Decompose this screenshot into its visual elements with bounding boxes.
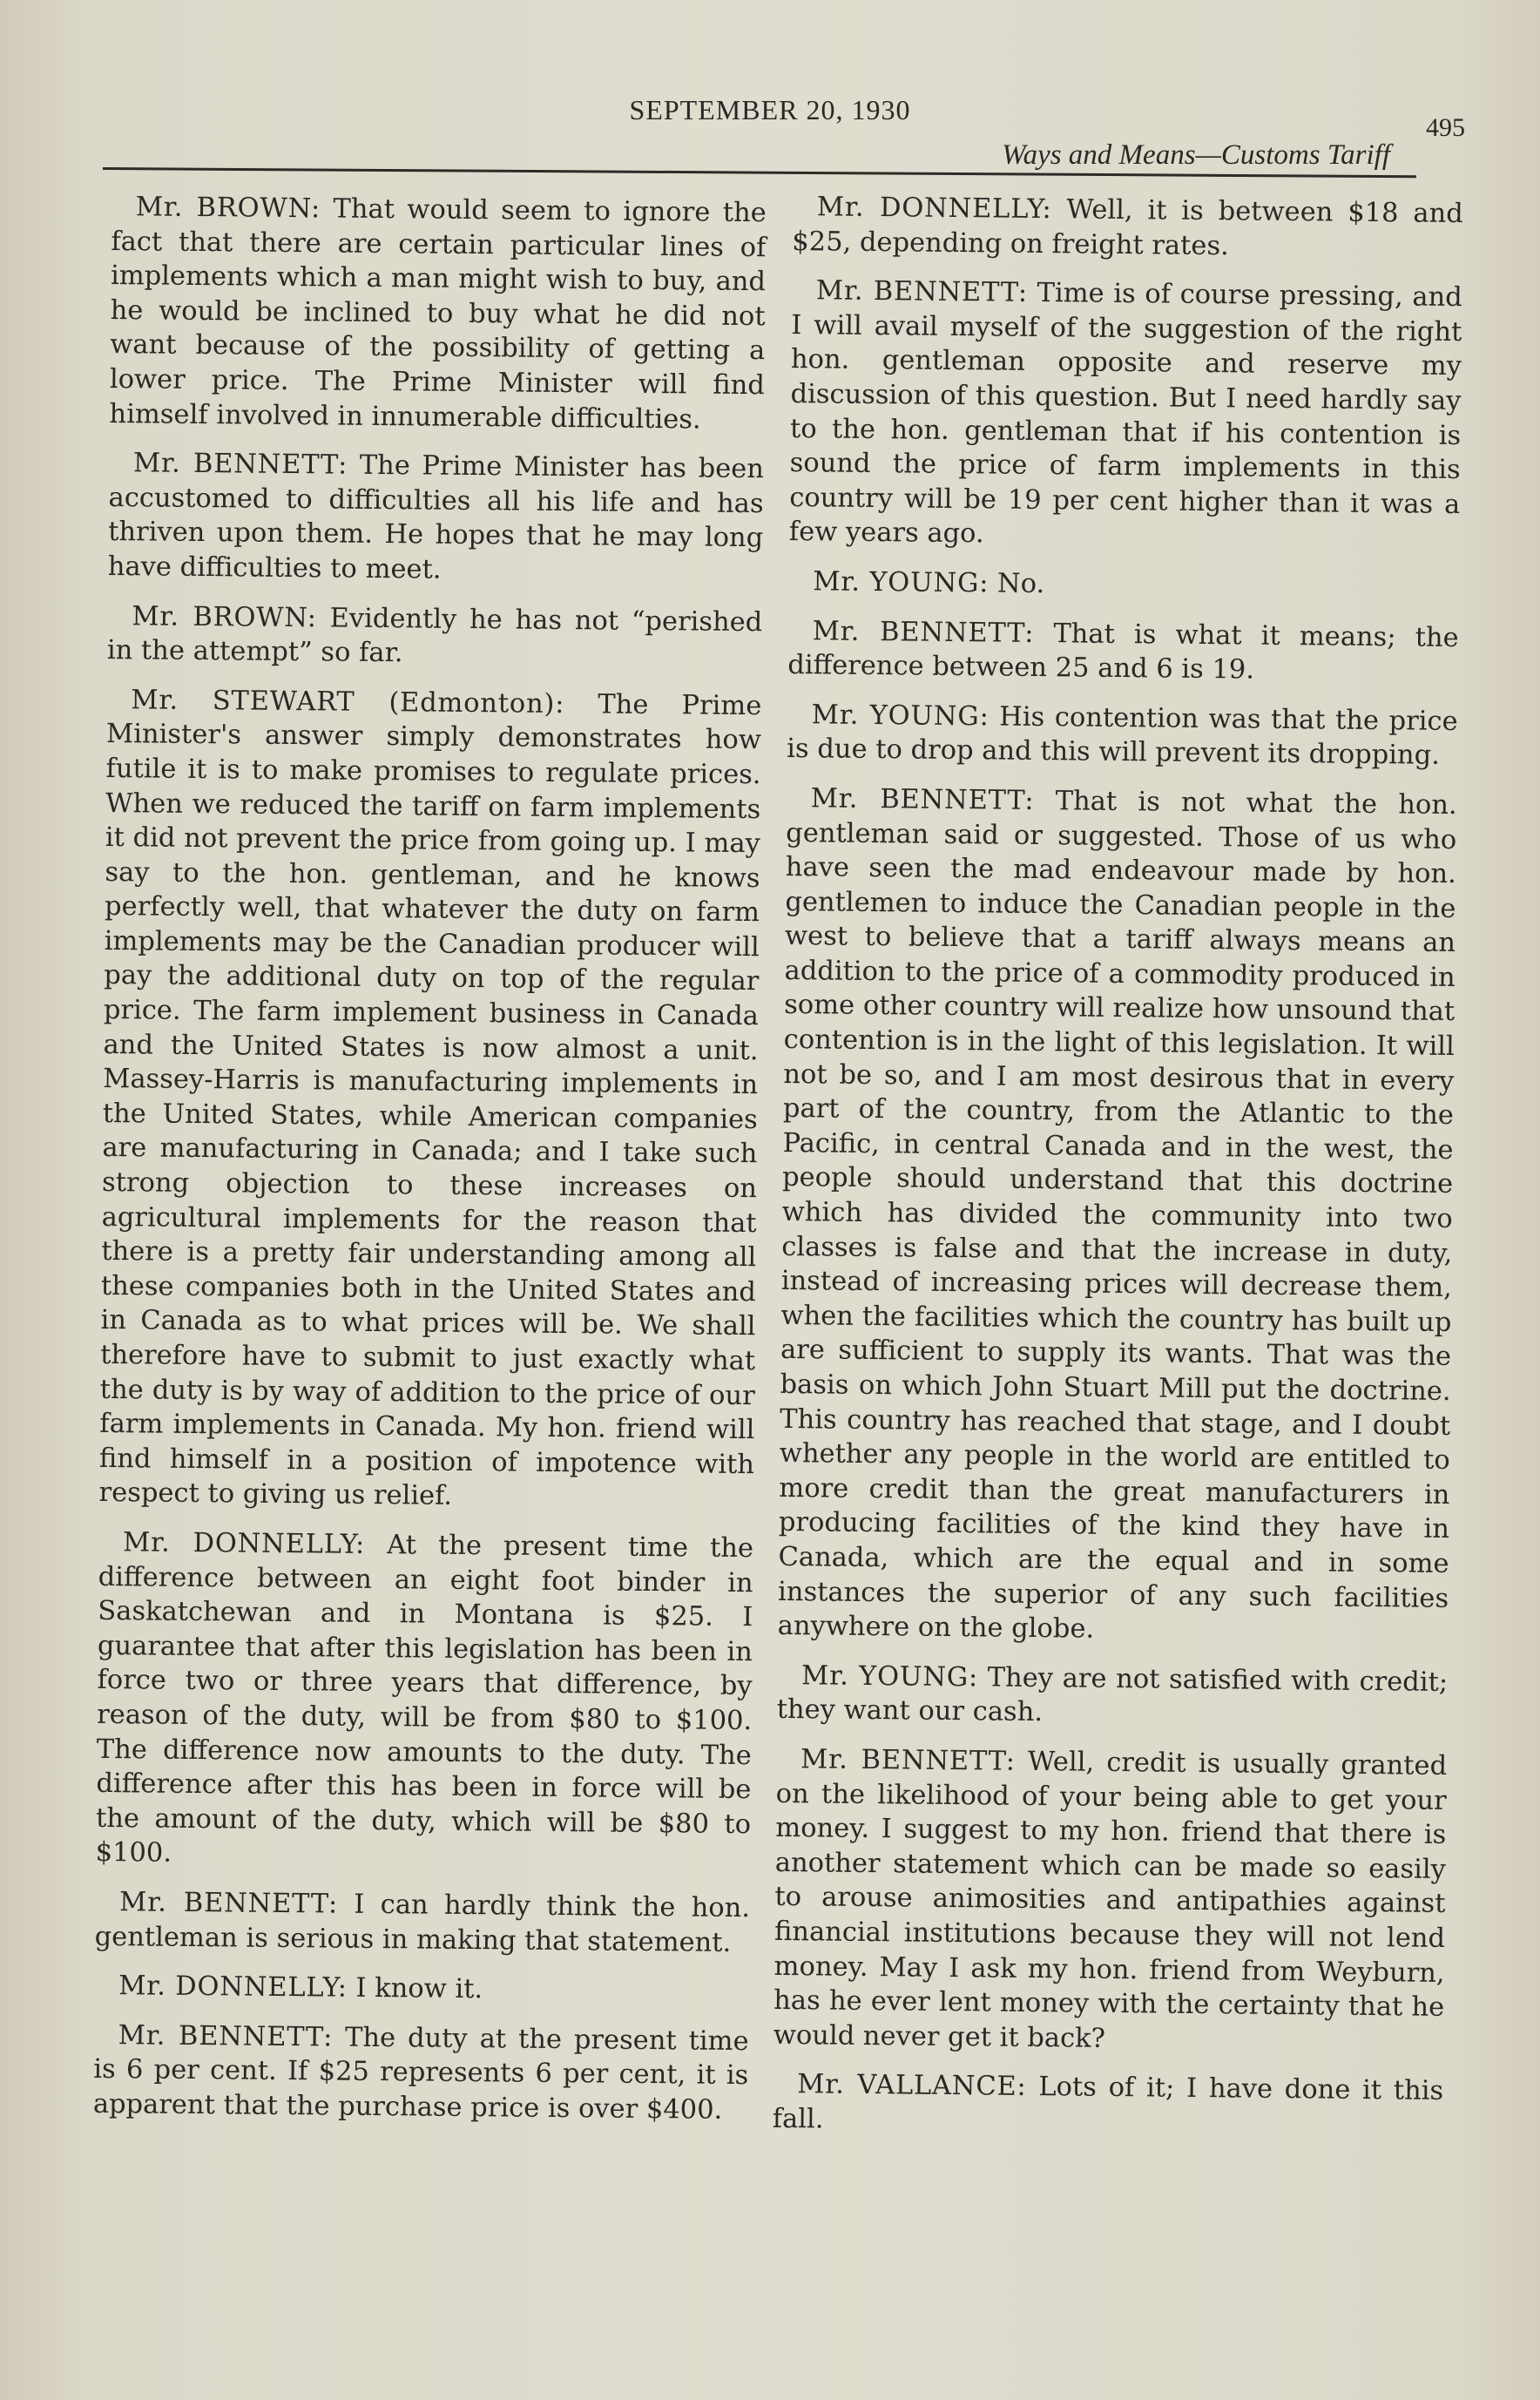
paragraph <box>109 190 767 437</box>
speaker-name: Mr. DONNELLY: <box>122 1527 366 1560</box>
speech-text: The Prime Minister has been accustomed to difficulties all his life and has thriven upon them. He hopes that he may long have difficulties to meet. <box>107 450 765 585</box>
speech-text: Time is of course pressing, and I will avail myself of the suggestion of the right hon. gentleman opposite and reserve my discussion of this question. But I need hardly say to the hon. gentleman that if his contention is sound the price of farm implements in this country will be 19 per cent higher than it was a few years ago. <box>788 278 1462 550</box>
paragraph <box>792 190 1463 266</box>
paragraph <box>773 2067 1444 2143</box>
speech-text: His contention was that the price is due to drop and this will prevent its dropping. <box>787 701 1458 772</box>
right-column <box>772 190 1463 2158</box>
paragraph <box>789 274 1462 557</box>
paragraph <box>777 1659 1449 1734</box>
speaker-name: Mr. DONNELLY: <box>118 1971 348 2004</box>
speech-text: The duty at the present time is 6 per cent. If $25 represents 6 per cent, it is apparent that the purchase price is over $400. <box>92 2022 749 2126</box>
speech-text: At the present time the difference between an eight foot binder in Saskatchewan and in Montana is $25. I guarantee that after this legislation has been in force two or three years that difference, by reason of the duty, will be from $80 to $100. The difference now amounts to the duty. The difference after this has been in force will be the amount of the duty, which will be $80 to $100. <box>95 1530 754 1869</box>
speaker-name: Mr. BENNETT: <box>810 783 1035 816</box>
speech-text: That is what it means; the difference between 25 and 6 is 19. <box>787 618 1459 686</box>
speech-text: Lots of it; I have done it this fall. <box>772 2072 1444 2135</box>
paragraph <box>93 2018 749 2128</box>
speaker-name: Mr. STEWART (Edmonton): <box>131 684 565 720</box>
paragraph <box>773 1742 1448 2059</box>
speech-text: The Prime Minister's answer simply demonstrates how futile it is to make promises to regulate prices. When we reduced the tariff on farm implements it did not prevent the price from going up. I may say to the hon. gentleman, and he knows perfectly well, that whatever the duty on farm implements may be the Canadian producer will pay the additional duty on top of the regular price. The farm implement business in Canada and the United States is now almost a unit. Massey-Harris is manufacturing implements in the United States, while American companies are manufacturing in Canada; and I take such strong objection to these increases on agricultural implements for the reason that there is a pretty fair understanding among all these companies both in the United States and in Canada as to what prices will be. We shall therefore have to submit to just exactly what the duty is by way of addition to the price of our farm implements in Canada. My hon. friend will find himself in a position of impotence with respect to giving us relief. <box>98 689 762 1512</box>
speaker-name: Mr. BENNETT: <box>800 1744 1017 1777</box>
speaker-name: Mr. BENNETT: <box>118 2019 334 2053</box>
speech-text: They are not satisfied with credit; they want our cash. <box>776 1662 1449 1728</box>
paragraph <box>778 781 1457 1651</box>
paragraph <box>108 446 764 591</box>
speech-text: No. <box>996 568 1045 599</box>
speech-text: That is not what the hon. gentleman said or suggested. Those of us who have seen the mad endeavour made by hon. gentlemen to induce the Canadian people in the west to believe that a tariff always means an addition to the price of a commodity produced in some other country will realize how unsound that contention is in the light of this legislation. It will not be so, and I am most desirous that in every part of the country, from the Atlantic to the Pacific, in central Canada and in the west, the people should understand that this doctrine which has divided the community into two classes is false and that the increase in duty, instead of increasing prices will decrease them, when the facilities which the country has built up are sufficient to supply its wants. That was the basis on which John Stuart Mill put the doctrine. This country has reached that stage, and I doubt whether any people in the world are entitled to more credit than the great manufacturers in producing facilities of the kind they have in Canada, which are the equal and in some instances the superior of any such facilities anywhere on the globe. <box>777 786 1457 1645</box>
speech-text: That would seem to ignore the fact that there are certain particular lines of implements which a man might wish to buy, and he would be inclined to buy what he did not want because of the possibility of getting a lower price. The Prime Minister will find himself involved in innumerable difficulties. <box>109 193 767 436</box>
paragraph <box>787 614 1459 690</box>
speaker-name: Mr. BROWN: <box>135 192 321 225</box>
paragraph <box>787 698 1458 774</box>
paragraph <box>98 683 761 1517</box>
paragraph <box>94 1969 749 2010</box>
speaker-name: Mr. YOUNG: <box>811 699 990 733</box>
paragraph <box>95 1525 753 1876</box>
speech-text: I know it. <box>355 1972 483 2005</box>
speaker-name: Mr. YOUNG: <box>813 566 990 599</box>
speaker-name: Mr. BROWN: <box>132 600 318 633</box>
paragraph <box>95 1885 751 1960</box>
speaker-name: Mr. BENNETT: <box>132 448 348 481</box>
speaker-name: Mr. BENNETT: <box>118 1887 339 1920</box>
speech-text: Well, it is between $18 and $25, depending on freight rates. <box>792 194 1463 261</box>
left-column <box>93 190 767 2143</box>
paragraph <box>107 599 763 674</box>
speech-text: Evidently he has not “perished in the attempt” so far. <box>106 602 763 669</box>
speaker-name: Mr. BENNETT: <box>815 275 1029 309</box>
speaker-name: Mr. BENNETT: <box>812 615 1035 649</box>
speech-text: I can hardly think the hon. gentleman is serious in making that statement. <box>94 1889 751 1958</box>
page-number: 495 <box>1426 113 1465 142</box>
paragraph <box>788 565 1459 606</box>
page-date-header: SEPTEMBER 20, 1930 <box>629 94 911 125</box>
speaker-name: Mr. DONNELLY: <box>816 192 1052 226</box>
section-title: Ways and Means—Customs Tariff <box>1002 139 1390 171</box>
speaker-name: Mr. YOUNG: <box>800 1660 979 1694</box>
speaker-name: Mr. VALLANCE: <box>797 2069 1027 2103</box>
speech-text: Well, credit is usually granted on the likelihood of your being able to get your money. I suggest to my hon. friend that there is another statement which can be made so easily to arouse animosities and antipathies against financial institutions because they will not lend money. May I ask my hon. friend from Weyburn, has he ever lent money with the certainty that he would never get it back? <box>773 1746 1448 2054</box>
